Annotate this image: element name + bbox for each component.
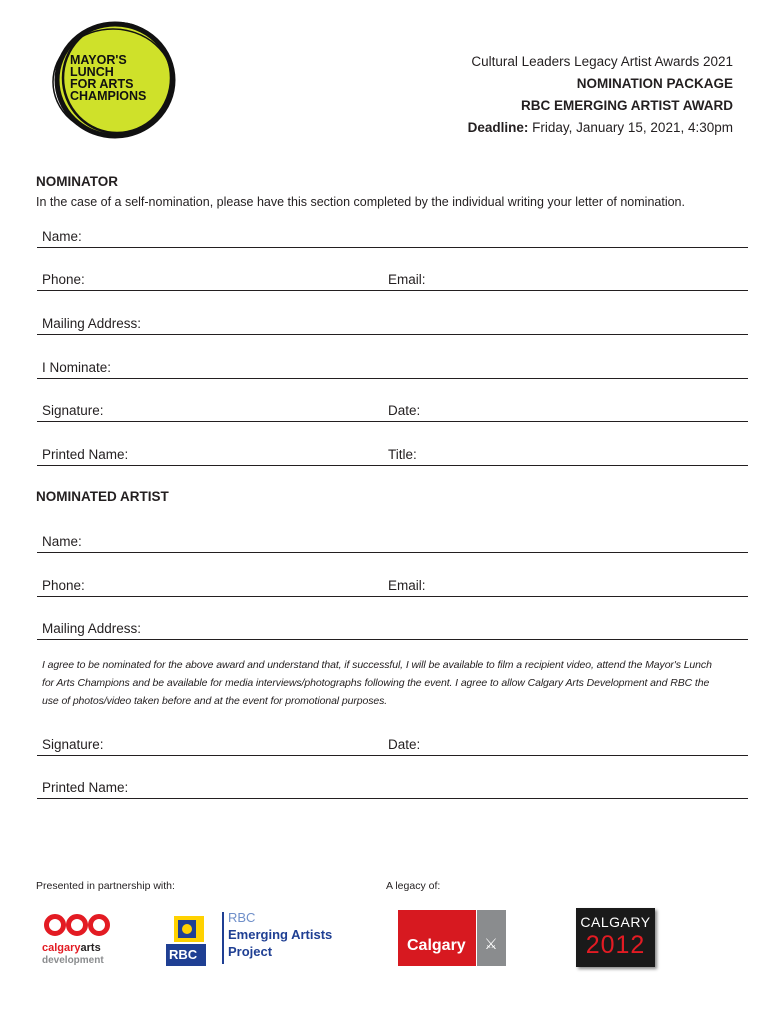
artist-date-field[interactable] xyxy=(427,735,746,753)
cad-word-development: development xyxy=(42,955,104,966)
logo-line-2: LUNCH xyxy=(70,65,114,79)
nominator-email-field[interactable] xyxy=(432,270,746,288)
nominator-email-label: Email: xyxy=(388,272,426,287)
logo-line-3: FOR ARTS xyxy=(70,77,134,91)
artist-signature-label: Signature: xyxy=(42,737,104,752)
nominator-name-field[interactable] xyxy=(89,227,743,245)
calgary-arts-development-logo xyxy=(40,912,120,972)
nominator-address-row xyxy=(37,312,748,335)
nominator-printed-name-label: Printed Name: xyxy=(42,447,129,462)
deadline-value: Friday, January 15, 2021, 4:30pm xyxy=(528,120,733,135)
artist-address-label: Mailing Address: xyxy=(42,621,142,636)
mayors-lunch-logo xyxy=(52,18,180,142)
nominator-section-title: NOMINATOR xyxy=(36,174,118,189)
header-package-title: NOMINATION PACKAGE xyxy=(576,76,733,91)
rbc-logo-line-2: Emerging Artists xyxy=(228,927,333,942)
nominator-address-field[interactable] xyxy=(155,314,744,332)
artist-name-label: Name: xyxy=(42,534,82,549)
nominator-date-label: Date: xyxy=(388,403,421,418)
artist-name-field[interactable] xyxy=(89,532,743,550)
nominee-row xyxy=(37,356,748,379)
nominee-field[interactable] xyxy=(119,358,743,376)
nominee-label: I Nominate: xyxy=(42,360,112,375)
nominator-printed-name-field[interactable] xyxy=(137,445,381,463)
logo-line-4: CHAMPIONS xyxy=(70,89,147,103)
artist-date-label: Date: xyxy=(388,737,421,752)
city-of-calgary-logo xyxy=(398,910,506,966)
rbc-mark: RBC xyxy=(169,947,198,962)
calgary-2012-logo xyxy=(576,908,655,967)
calgary-crest-icon: ⚔ xyxy=(484,936,498,953)
nominator-title-field[interactable] xyxy=(425,445,746,463)
artist-phone-label: Phone: xyxy=(42,578,85,593)
nominator-signature-row xyxy=(37,399,748,422)
rbc-logo-line-1: RBC xyxy=(228,910,256,925)
nominator-name-label: Name: xyxy=(42,229,82,244)
nominator-address-label: Mailing Address: xyxy=(42,316,142,331)
legacy-label: A legacy of: xyxy=(386,880,441,892)
nominator-signature-field[interactable] xyxy=(112,401,381,419)
artist-address-row xyxy=(37,617,748,640)
artist-address-field[interactable] xyxy=(155,619,744,637)
artist-email-field[interactable] xyxy=(432,576,746,594)
calgary-2012-line-2: 2012 xyxy=(585,931,646,959)
mayors-lunch-logo-mark xyxy=(52,18,180,142)
rbc-shield-icon xyxy=(166,916,206,966)
artist-agreement-text: I agree to be nominated for the above award and understand that, if successful, I will be available to film a recipient video, attend the Mayor's Lunch for Arts Champions and be available for media interviews/photographs following the event. I agree to allow Calgary Arts Development and RBC the use of photos/video taken before and at the event for promotional purposes. xyxy=(42,659,712,707)
artist-contact-row xyxy=(37,574,748,597)
artist-printed-name-field[interactable] xyxy=(137,778,741,796)
artist-signature-field[interactable] xyxy=(112,735,381,753)
artist-signature-row xyxy=(37,733,748,756)
header-award-name: RBC EMERGING ARTIST AWARD xyxy=(521,98,733,113)
logo-line-1: MAYOR'S xyxy=(70,53,127,67)
artist-email-label: Email: xyxy=(388,578,426,593)
cad-circle-icon xyxy=(44,914,66,936)
rbc-logo-line-3: Project xyxy=(228,944,273,959)
cad-circle-icon xyxy=(66,914,88,936)
artist-printed-name-label: Printed Name: xyxy=(42,780,129,795)
header-award-series: Cultural Leaders Legacy Artist Awards 2021 xyxy=(471,54,733,69)
rbc-divider xyxy=(222,912,224,964)
cad-wordmark xyxy=(42,942,101,954)
nominator-phone-field[interactable] xyxy=(92,270,381,288)
nominator-printed-name-row xyxy=(37,443,748,466)
nominator-instructions: In the case of a self-nomination, please have this section completed by the individual writing your letter of nomination. xyxy=(36,195,685,209)
deadline-label: Deadline: xyxy=(467,120,529,135)
artist-phone-field[interactable] xyxy=(92,576,381,594)
artist-section-title: NOMINATED ARTIST xyxy=(36,489,169,504)
header-deadline xyxy=(468,120,733,136)
nominator-phone-label: Phone: xyxy=(42,272,85,287)
artist-printed-name-row xyxy=(37,776,748,799)
artist-name-row xyxy=(37,530,748,553)
partnership-label: Presented in partnership with: xyxy=(36,880,175,892)
calgary-logo-text: Calgary xyxy=(407,937,466,954)
nominator-name-row xyxy=(37,225,748,248)
cad-word-calgary: calgary xyxy=(42,942,81,954)
rbc-emerging-artists-logo xyxy=(166,912,336,968)
nominator-title-label: Title: xyxy=(388,447,417,462)
cad-circle-icon xyxy=(88,914,110,936)
nominator-signature-label: Signature: xyxy=(42,403,104,418)
calgary-2012-line-1: CALGARY xyxy=(580,914,651,930)
cad-word-arts: arts xyxy=(80,942,101,954)
nominator-date-field[interactable] xyxy=(427,401,746,419)
nominator-contact-row xyxy=(37,268,748,291)
